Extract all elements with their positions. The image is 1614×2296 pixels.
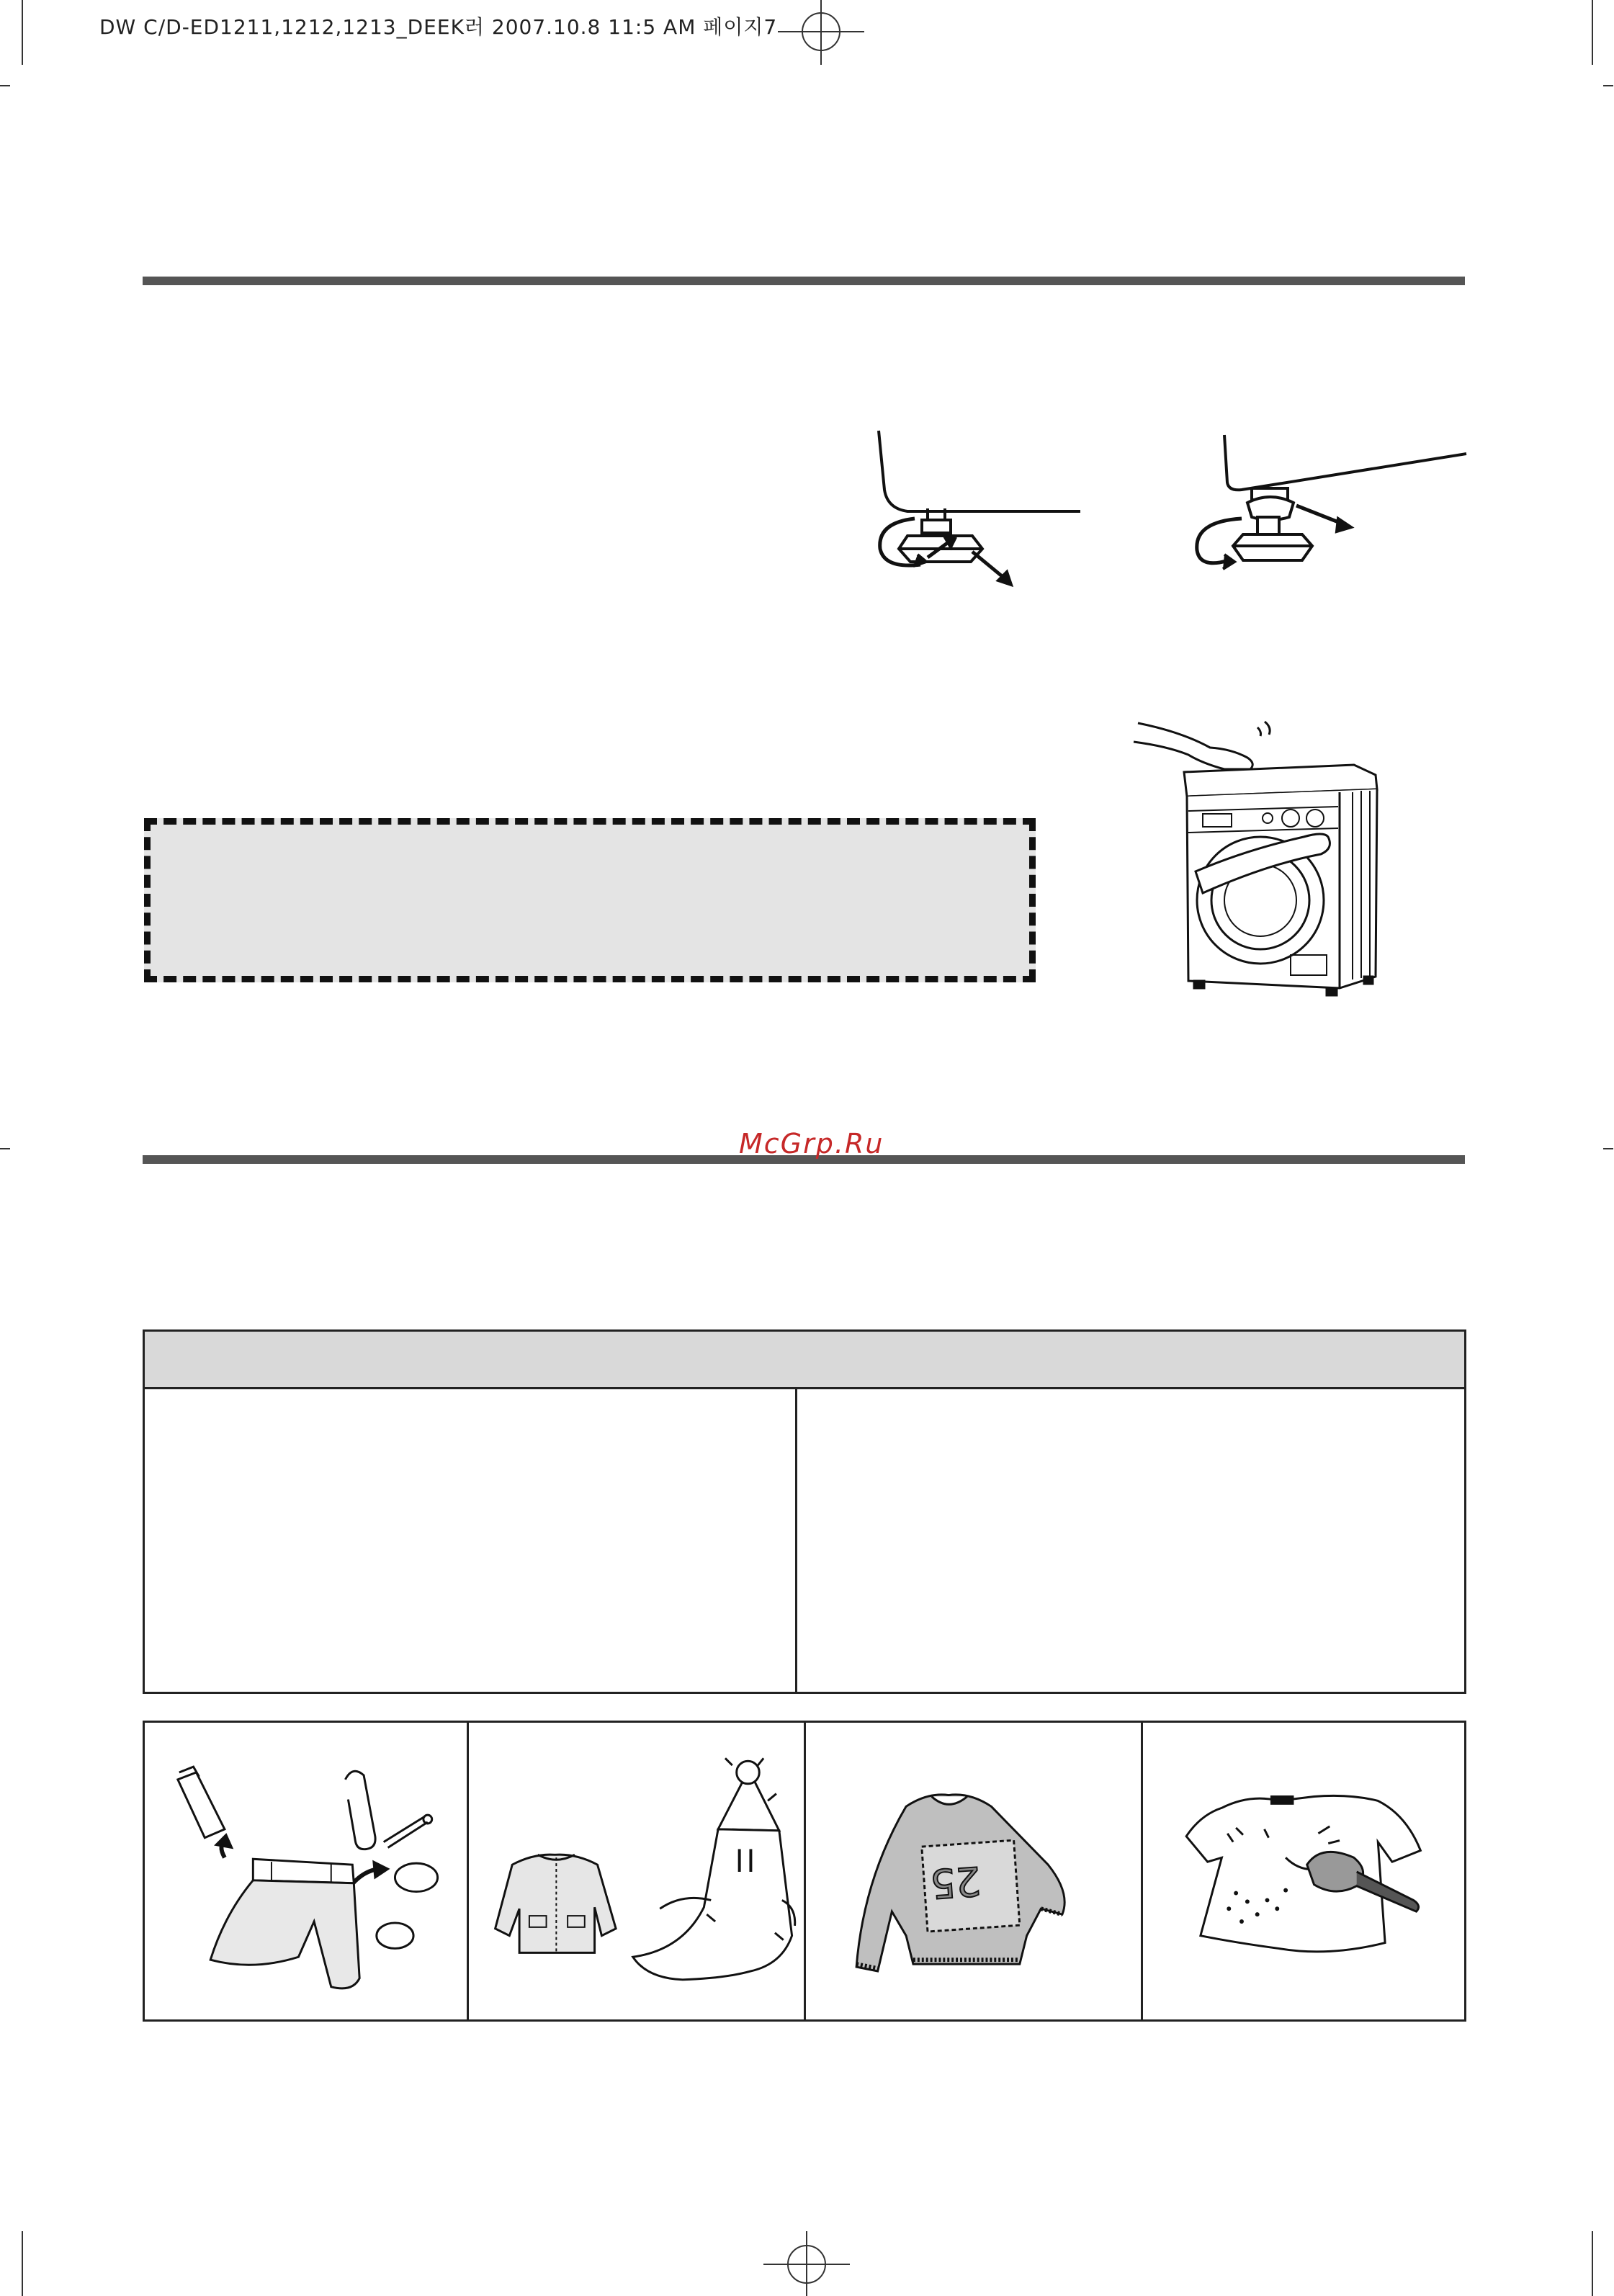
crop-mark xyxy=(22,2231,23,2296)
svg-text:25: 25 xyxy=(928,1857,982,1906)
illustration-cell-inside-out xyxy=(804,1723,1141,2019)
illustration-cell-fasten xyxy=(467,1723,804,2019)
crop-mark xyxy=(1603,85,1613,86)
leveling-foot-loosen-icon xyxy=(864,428,1095,593)
illustration-cell-pockets xyxy=(145,1723,467,2019)
crop-mark xyxy=(22,0,23,65)
crop-mark xyxy=(1592,2231,1593,2296)
preparation-illustrations xyxy=(143,1721,1466,2022)
crop-mark xyxy=(0,85,10,86)
watermark: McGrp.Ru xyxy=(739,1128,884,1160)
laundry-table xyxy=(143,1329,1466,1694)
crop-mark xyxy=(0,1148,10,1149)
table-header xyxy=(145,1332,1464,1389)
fasten-zippers-ties-icon xyxy=(469,1723,804,2019)
crop-mark xyxy=(1592,0,1593,65)
note-box xyxy=(144,818,1036,982)
washer-stability-check-icon xyxy=(1124,713,1397,1001)
registration-mark-top-icon xyxy=(763,0,879,65)
empty-pockets-icon xyxy=(145,1723,467,2019)
print-header: DW C/D-ED1211,1212,1213_DEEK러 2007.10.8 11:5 AM 페이지7 xyxy=(99,15,778,39)
section-rule-top xyxy=(143,277,1465,285)
table-column-divider xyxy=(795,1389,797,1692)
illustration-cell-brush xyxy=(1141,1723,1464,2019)
brush-off-dirt-icon xyxy=(1143,1723,1464,2019)
crop-mark xyxy=(1603,1148,1613,1149)
turn-inside-out-icon xyxy=(806,1723,1141,2019)
registration-mark-bottom-icon xyxy=(749,2231,864,2296)
leveling-foot-adjust-icon xyxy=(1181,428,1469,586)
